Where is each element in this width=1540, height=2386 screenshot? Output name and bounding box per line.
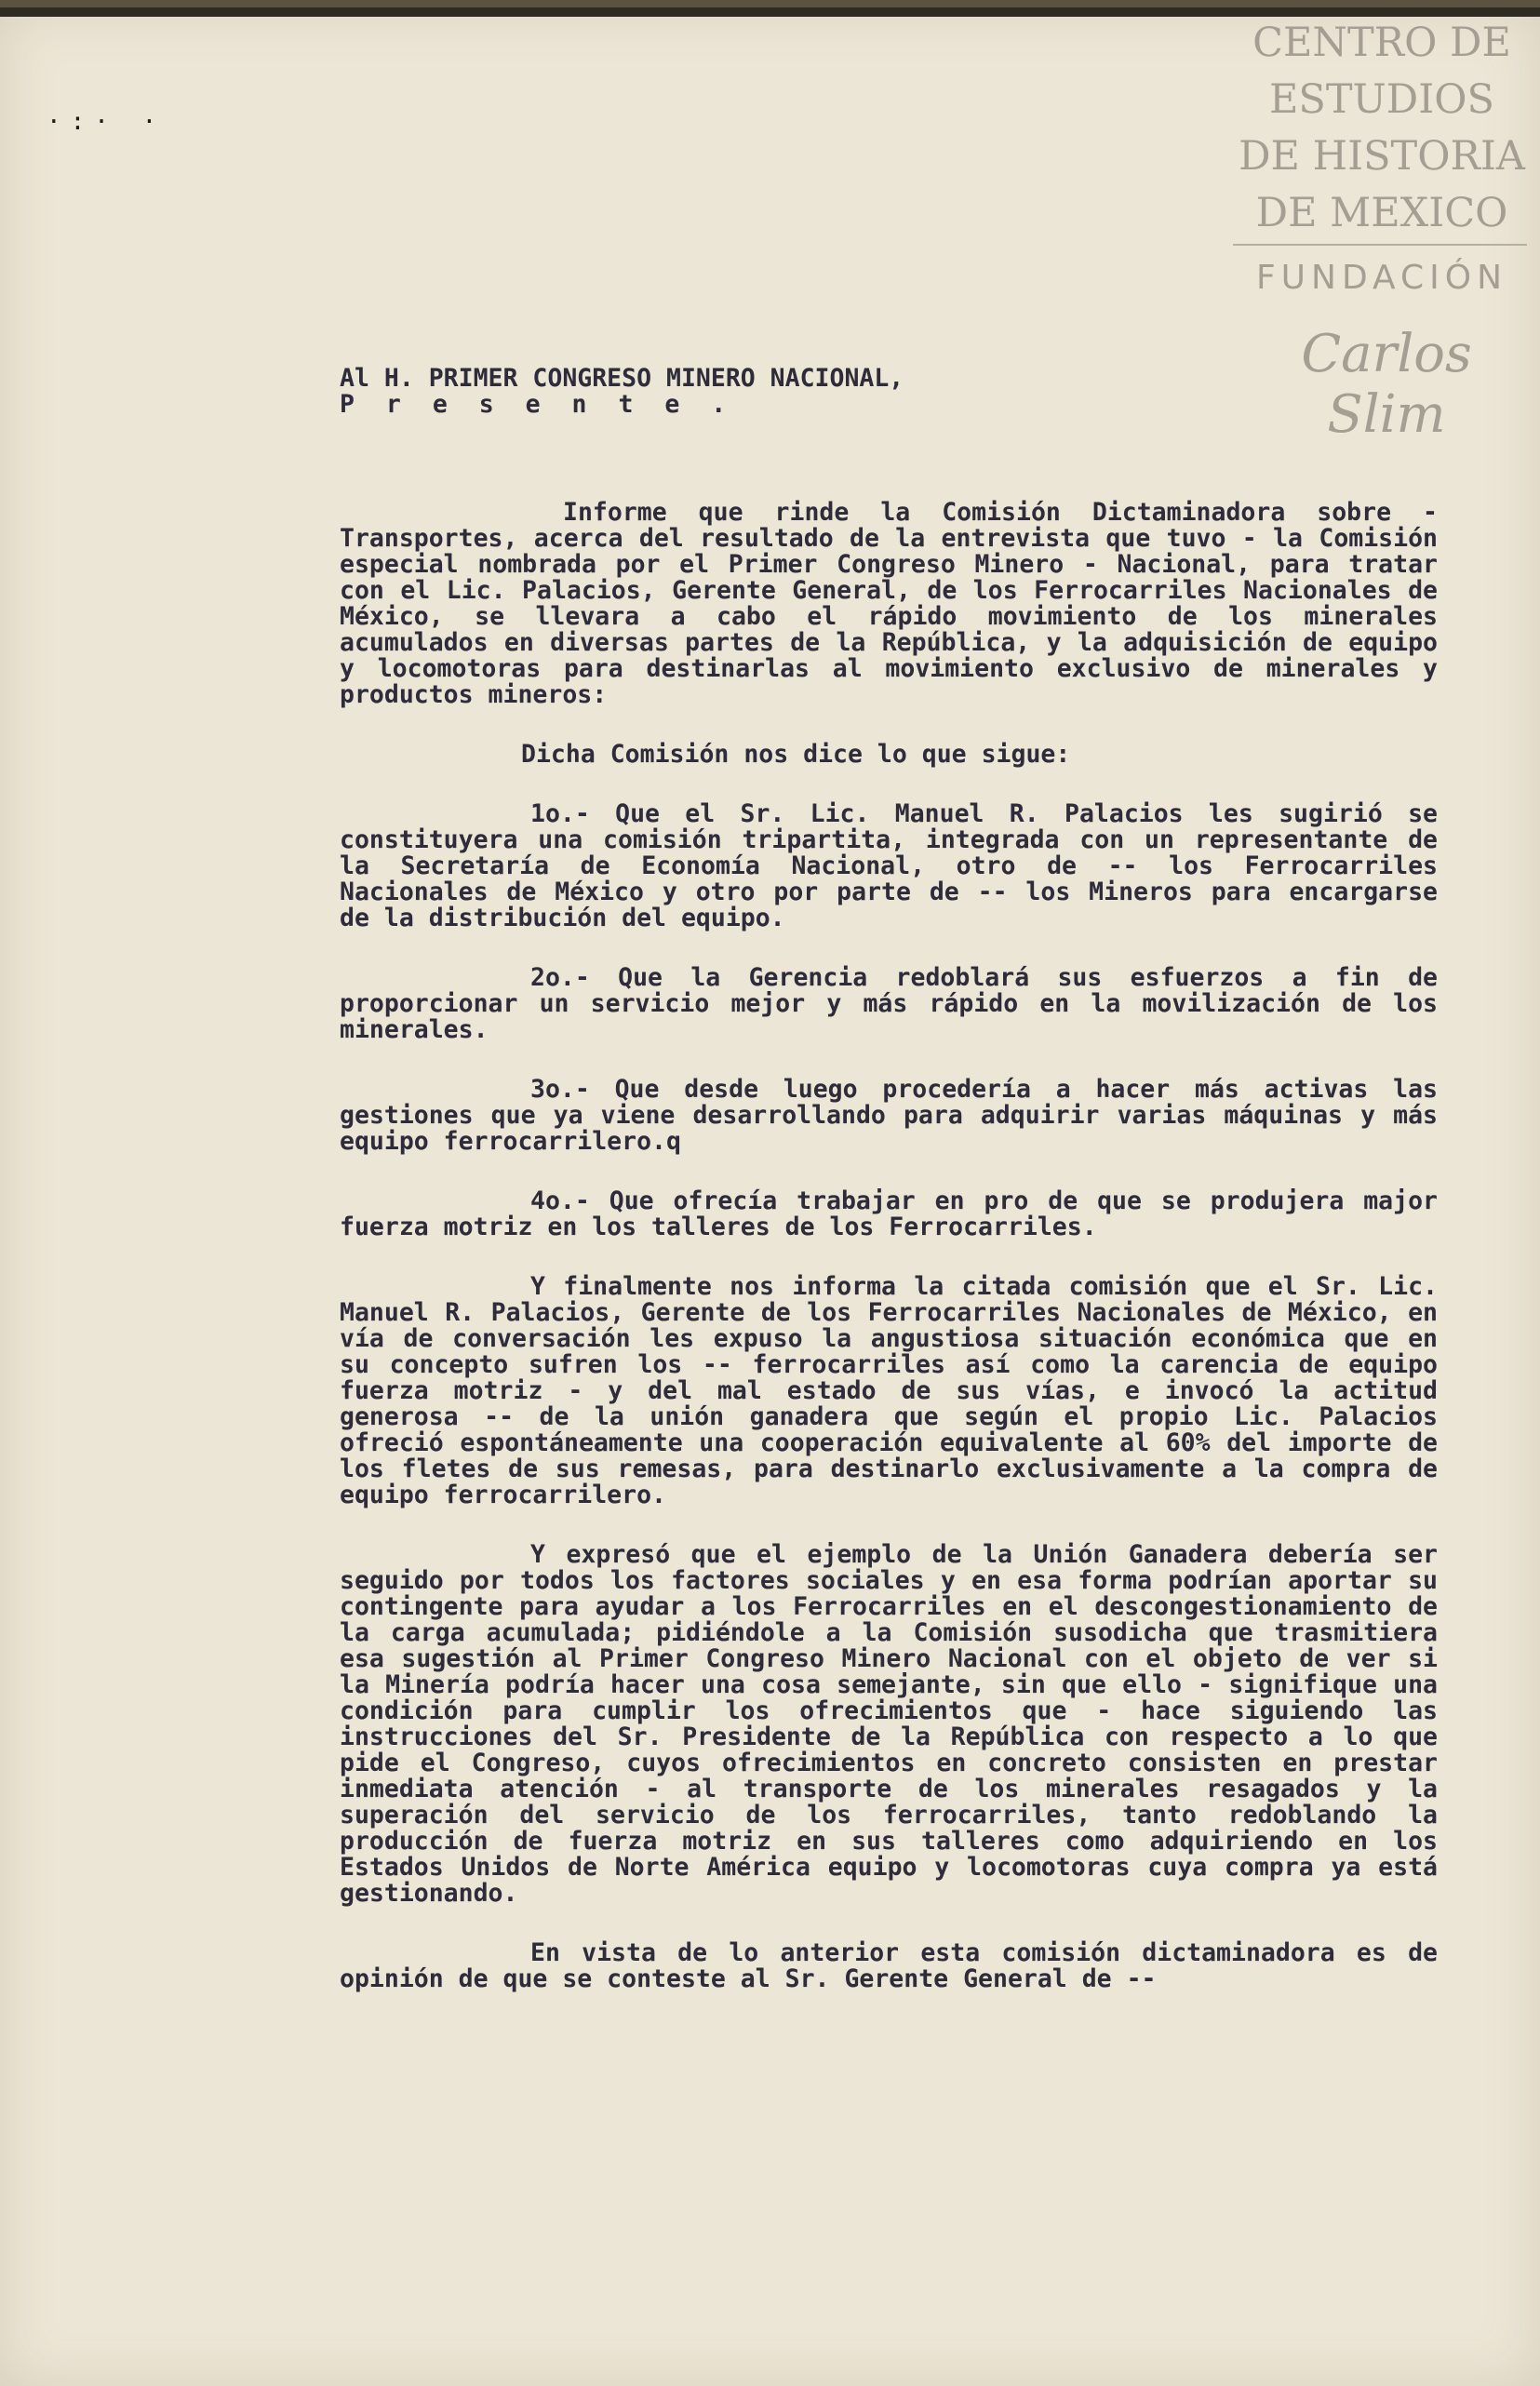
paragraph-expreso: Y expresó que el ejemplo de la Unión Ganadera debería ser seguido por todos los factores sociales y en esa forma podrían aportar su contingente para ayudar a los Ferrocarriles en el descongestionamiento de la carga acumulada; pidiéndole a la Comisión susodicha que trasmitiera esa sugestión al Primer Congreso Minero Nacional con el objeto de ver si la Minería podría hacer una cosa semejante, sin que ello - signifique una condición para cumplir los ofrecimientos que - hace siguiendo las instrucciones del Sr. Presidente de la República con respecto a lo que pide el Congreso, cuyos ofrecimientos en concreto consisten en prestar inmediata atención - al transporte de los minerales resagados y la superación del servicio de los ferrocarriles, tanto redoblando la producción de fuerza motriz en sus talleres como adquiriendo en los Estados Unidos de Norte América equipo y locomotoras cuya compra ya está gestionando.	[340, 1540, 1438, 1908]
paragraph-dicha: Dicha Comisión nos dice lo que sigue:	[521, 740, 1071, 769]
watermark-line-4: DE MEXICO	[1255, 190, 1508, 236]
paragraph-conclusion: En vista de lo anterior esta comisión dictaminadora es de opinión de que se conteste al Sr. Gerente General de --	[340, 1938, 1438, 1993]
watermark-fundacion: FUNDACIÓN	[1255, 259, 1508, 297]
watermark-line-2: ESTUDIOS	[1269, 76, 1494, 123]
greeting: P r e s e n t e .	[340, 390, 735, 419]
margin-marks: ·:· ·	[47, 108, 167, 136]
paragraph-finalmente: Y finalmente nos informa la citada comisión que el Sr. Lic. Manuel R. Palacios, Gerente de los Ferrocarriles Nacionales de México, en vía de conversación les expuso la angustiosa situación económica que en su concepto sufren los -- ferrocarriles así como la carencia de equipo fuerza motriz - y del mal estado de sus vías, e invocó la actitud generosa -- de la unión ganadera que según el propio Lic. Palacios ofreció espontáneamente una cooperación equivalente al 60% del importe de los fletes de sus remesas, para destinarlo exclusivamente a la compra de equipo ferrocarrilero.	[340, 1272, 1438, 1509]
watermark-line-3: DE HISTORIA	[1239, 133, 1525, 180]
paragraph-point-2: 2o.- Que la Gerencia redoblará sus esfuerzos a fin de proporcionar un servicio mejor y más rápido en la movilización de los minerales.	[340, 963, 1438, 1044]
paragraph-intro: Informe que rinde la Comisión Dictaminadora sobre - Transportes, acerca del resultado de la entrevista que tuvo - la Comisión especial nombrada por el Primer Congreso Minero - Nacional, para tratar con el Lic. Palacios, Gerente General, de los Ferrocarriles Nacionales de México, se llevara a cabo el rápido movimiento de los minerales acumulados en diversas partes de la República, y la adquisición de equipo y locomotoras para destinarlas al movimiento exclusivo de minerales y productos mineros:	[340, 498, 1438, 709]
document-page	[0, 7, 1540, 2386]
archive-watermark	[1233, 15, 1531, 242]
addressee: Al H. PRIMER CONGRESO MINERO NACIONAL,	[340, 364, 904, 393]
watermark-signature: Carlos Slim	[1301, 324, 1472, 445]
watermark-line-1: CENTRO DE	[1252, 20, 1511, 66]
paragraph-point-3: 3o.- Que desde luego procedería a hacer más activas las gestiones que ya viene desarrollando para adquirir varias máquinas y más equipo ferrocarrilero.q	[340, 1075, 1438, 1156]
paragraph-point-1: 1o.- Que el Sr. Lic. Manuel R. Palacios les sugirió se constituyera una comisión tripartita, integrada con un representante de la Secretaría de Economía Nacional, otro de -- los Ferrocarriles Nacionales de México y otro por parte de -- los Mineros para encargarse de la distribución del equipo.	[340, 799, 1438, 932]
paragraph-point-4: 4o.- Que ofrecía trabajar en pro de que se produjera major fuerza motriz en los talleres de los Ferrocarriles.	[340, 1186, 1438, 1241]
watermark-divider	[1233, 244, 1527, 246]
typed-letter	[340, 366, 1438, 1992]
